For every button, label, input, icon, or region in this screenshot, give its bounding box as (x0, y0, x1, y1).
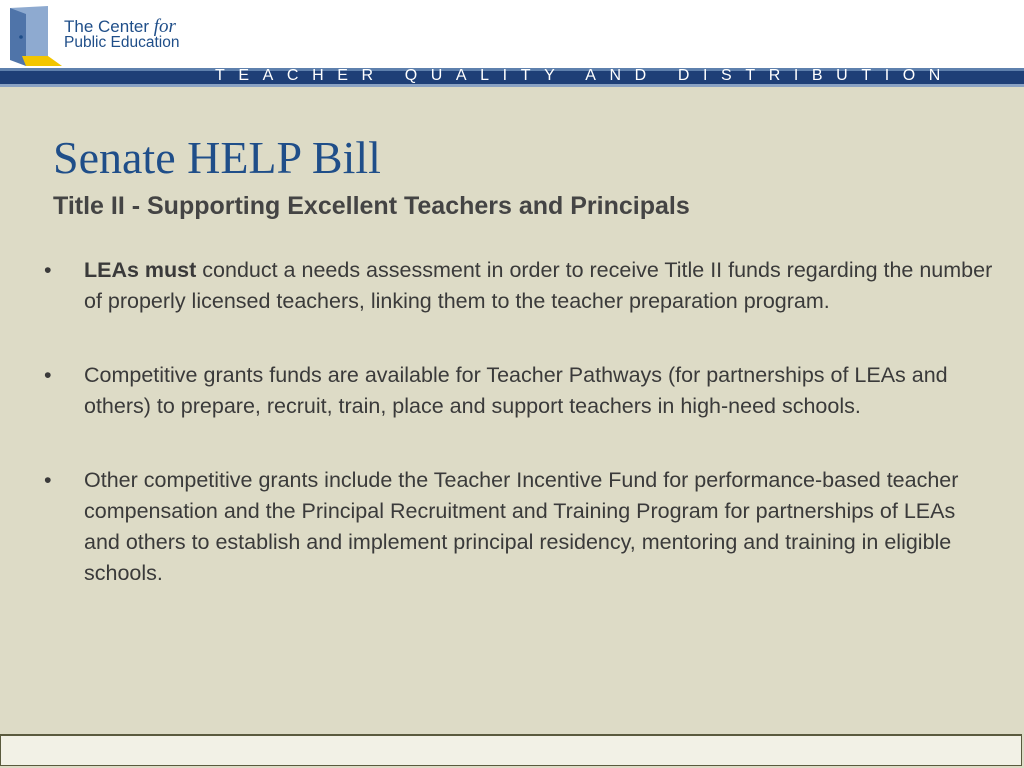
slide-title: Senate HELP Bill (53, 132, 381, 183)
door-logo-icon (0, 0, 64, 68)
slide-subtitle: Title II - Supporting Excellent Teachers and Principals (53, 192, 690, 220)
footer-bar (0, 734, 1022, 766)
bullet-text: Competitive grants funds are available for Teacher Pathways (for partnerships of LEAs and others) to prepare, recruit, train, place and support teachers in high-need schools. (84, 363, 948, 418)
logo-text-line1: The Center for (64, 16, 176, 37)
header (0, 0, 1024, 68)
logo (0, 0, 200, 68)
header-rule-bottom (0, 84, 1024, 87)
bullet-list (44, 255, 994, 589)
bullet-dot-icon: • (44, 468, 52, 492)
bullet-dot-icon: • (44, 258, 52, 282)
bullet-item (44, 360, 994, 422)
logo-for-text: for (153, 16, 176, 37)
bullet-item (44, 255, 994, 317)
tagline: TEACHER QUALITY AND DISTRIBUTION (215, 67, 954, 84)
bullet-item (44, 465, 994, 589)
logo-text-line2: Public Education (64, 34, 180, 51)
bullet-text: conduct a needs assessment in order to receive Title II funds regarding the number of properly licensed teachers, linking them to the teacher preparation program. (84, 258, 993, 313)
bullet-bold-text: LEAs must (84, 258, 197, 282)
bullet-text: Other competitive grants include the Teacher Incentive Fund for performance-based teacher compensation and the Principal Recruitment and Training Program for partnerships of LEAs and others to establish and implement principal residency, mentoring and training in eligible schools. (84, 468, 959, 585)
bullet-dot-icon: • (44, 363, 52, 387)
